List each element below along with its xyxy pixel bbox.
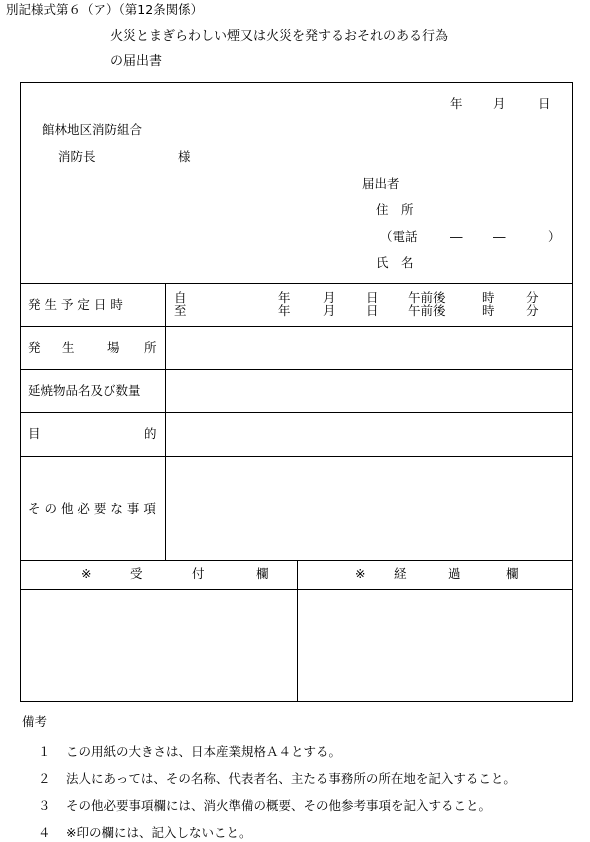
addressee-chief: 消防長 [58, 149, 96, 164]
notifier-title: 届出者 [362, 176, 400, 191]
to-hour-label: 時 [482, 303, 495, 318]
form-title-line1: 火災とまぎらわしい煙又は火災を発するおそれのある行為 [110, 29, 449, 44]
date-year-label: 年 [450, 96, 463, 111]
purpose-label-b: 的 [144, 426, 157, 441]
form-title-line2: の届出書 [110, 54, 163, 69]
note-3-text: その他必要事項欄には、消火準備の概要、その他参考事項を記入すること。 [66, 798, 492, 813]
datetime-from-label: 自 [174, 290, 187, 305]
reception-char-3: 欄 [256, 566, 269, 581]
divider-header [20, 283, 573, 284]
divider-row4 [20, 456, 573, 457]
location-label-a: 発 [28, 340, 41, 355]
divider-row2 [20, 369, 573, 370]
note-1-num: １ [38, 744, 51, 759]
divider-row3 [20, 412, 573, 413]
divider-row1 [20, 326, 573, 327]
notifier-phone-close: ） [548, 229, 561, 244]
from-year-label: 年 [278, 290, 291, 305]
purpose-label-a: 目 [28, 426, 41, 441]
notes-title: 備考 [22, 714, 48, 729]
to-day-label: 日 [366, 303, 379, 318]
notifier-phone-label: （電話 [380, 229, 418, 244]
addressee-sama: 様 [178, 149, 191, 164]
note-3-num: ３ [38, 798, 51, 813]
location-label-c: 場 [107, 340, 120, 355]
datetime-to-label: 至 [174, 303, 187, 318]
from-month-label: 月 [323, 290, 336, 305]
progress-char-3: 欄 [506, 566, 519, 581]
reception-char-1: 受 [130, 566, 143, 581]
from-minute-label: 分 [526, 290, 539, 305]
progress-mark: ※ [355, 566, 366, 581]
label-column-divider [165, 283, 166, 560]
note-2-num: ２ [38, 771, 51, 786]
notifier-phone-dash2: ― [493, 229, 506, 244]
reception-mark: ※ [81, 566, 92, 581]
note-4-text: ※印の欄には、記入しないこと。 [66, 825, 252, 840]
form-id: 別記様式第６（ア）（第12条関係） [6, 2, 204, 17]
notifier-name-label: 氏 名 [376, 255, 414, 270]
materials-label: 延焼物品名及び数量 [28, 383, 141, 398]
to-ampm-label: 午前後 [408, 303, 446, 318]
reception-char-2: 付 [192, 566, 205, 581]
notifier-phone-dash1: ― [450, 229, 463, 244]
notifier-address-label: 住 所 [376, 202, 414, 217]
note-1-text: この用紙の大きさは、日本産業規格Ａ４とする。 [66, 744, 342, 759]
scheduled-datetime-label: 発 生 予 定 日 時 [28, 297, 123, 312]
location-label-d: 所 [144, 340, 157, 355]
note-4-num: ４ [38, 825, 51, 840]
addressee-org: 館林地区消防組合 [42, 122, 143, 137]
date-day-label: 日 [538, 96, 551, 111]
location-label-b: 生 [62, 340, 75, 355]
from-ampm-label: 午前後 [408, 290, 446, 305]
progress-char-2: 過 [448, 566, 461, 581]
note-2-text: 法人にあっては、その名称、代表者名、主たる事務所の所在地を記入すること。 [66, 771, 516, 786]
progress-char-1: 経 [394, 566, 407, 581]
to-year-label: 年 [278, 303, 291, 318]
other-matters-label: そ の 他 必 要 な 事 項 [28, 501, 156, 516]
reception-progress-divider [297, 560, 298, 702]
from-day-label: 日 [366, 290, 379, 305]
from-hour-label: 時 [482, 290, 495, 305]
to-minute-label: 分 [526, 303, 539, 318]
to-month-label: 月 [323, 303, 336, 318]
date-month-label: 月 [493, 96, 506, 111]
